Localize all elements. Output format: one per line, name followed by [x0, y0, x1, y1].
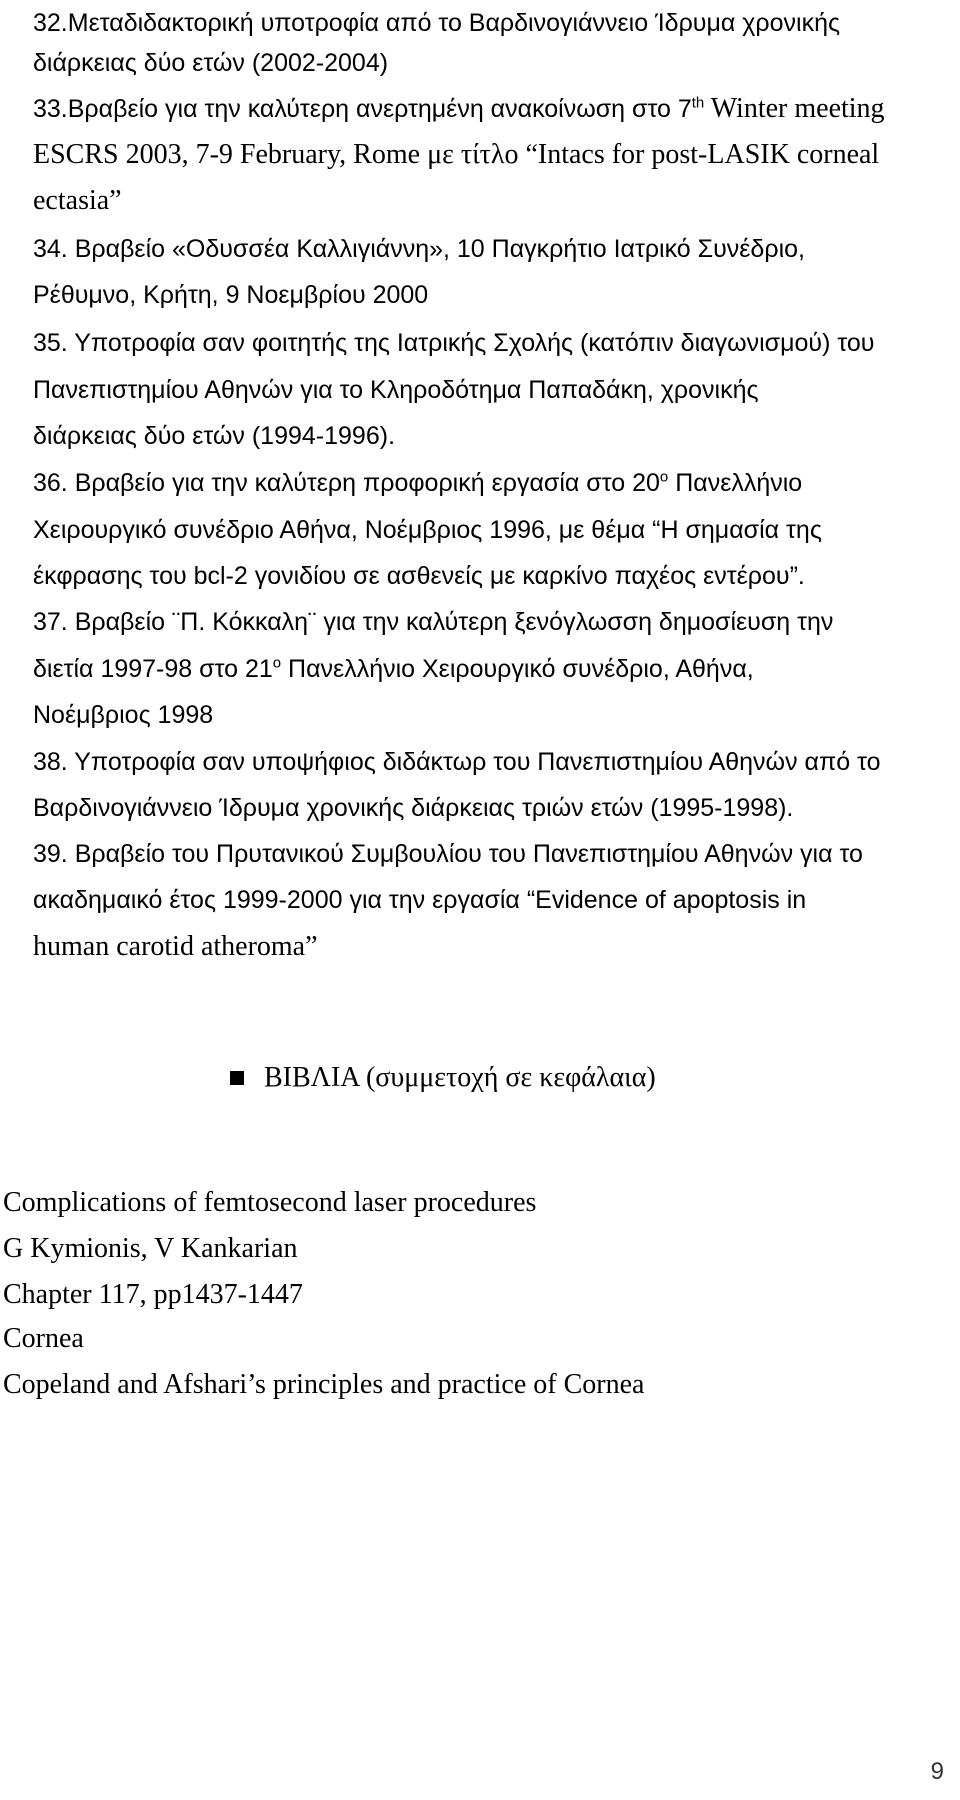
- item-36-line-1: [33, 467, 802, 499]
- chapter-pages: Chapter 117, pp1437-1447: [3, 1279, 303, 1310]
- book-title: Cornea: [3, 1323, 84, 1354]
- item-36-line-3: έκφρασης του bcl-2 γονιδίου σε ασθενείς με καρκίνο παχέος εντέρου”.: [33, 562, 805, 590]
- section-heading-books: ΒΙΒΛΙΑ (συμμετοχή σε κεφάλαια): [264, 1062, 656, 1093]
- item-38-line-1: 38. Υποτροφία σαν υποψήφιος διδάκτωρ του Πανεπιστημίου Αθηνών από το: [33, 748, 881, 776]
- item-37-superscript: ο: [272, 654, 282, 672]
- item-35-line-2: Πανεπιστημίου Αθηνών για το Κληροδότημα Παπαδάκη, χρονικής: [33, 376, 759, 404]
- item-37-text-end: Πανελλήνιο Χειρουργικό συνέδριο, Αθήνα,: [281, 655, 754, 683]
- chapter-authors: G Kymionis, V Kankarian: [3, 1233, 298, 1264]
- item-37-text: διετία 1997-98 στο 21: [33, 655, 273, 683]
- item-33-line-3: ectasia”: [33, 185, 122, 216]
- item-35-line-3: διάρκειας δύο ετών (1994-1996).: [33, 422, 396, 450]
- item-36-superscript: ο: [659, 468, 669, 486]
- item-32-line-1: 32.Μεταδιδακτορική υποτροφία από το Βαρδινογιάννειο Ίδρυμα χρονικής: [33, 9, 841, 37]
- item-37-line-1: 37. Βραβείο ¨Π. Κόκκαλη¨ για την καλύτερη ξενόγλωσση δημοσίευση την: [33, 608, 834, 636]
- item-39-line-1: 39. Βραβείο του Πρυτανικού Συμβουλίου του Πανεπιστημίου Αθηνών για το: [33, 840, 863, 868]
- item-33-line-2: ESCRS 2003, 7-9 February, Rome με τίτλο “Intacs for post-LASIK corneal: [33, 139, 880, 170]
- item-33-text: 33.Βραβείο για την καλύτερη ανερτημένη ανακοίνωση στο 7: [33, 95, 692, 123]
- item-33-line-1: [33, 93, 885, 125]
- item-38-line-2: Βαρδινογιάννειο Ίδρυμα χρονικής διάρκειας τριών ετών (1995-1998).: [33, 794, 794, 822]
- item-34-line-2: Ρέθυμνο, Κρήτη, 9 Νοεμβρίου 2000: [33, 281, 429, 309]
- item-36-line-2: Χειρουργικό συνέδριο Αθήνα, Νοέμβριος 1996, με θέμα “Η σημασία της: [33, 516, 822, 544]
- item-35-line-1: 35. Υποτροφία σαν φοιτητής της Ιατρικής Σχολής (κατόπιν διαγωνισμού) του: [33, 329, 875, 357]
- item-36-text-end: Πανελλήνιο: [668, 469, 803, 497]
- item-37-line-2: [33, 653, 754, 685]
- item-36-text: 36. Βραβείο για την καλύτερη προφορική εργασία στο 20: [33, 469, 660, 497]
- chapter-title: Complications of femtosecond laser procedures: [3, 1187, 537, 1218]
- page-number: 9: [930, 1758, 944, 1785]
- item-37-line-3: Νοέμβριος 1998: [33, 701, 214, 729]
- item-33-text-end: Winter meeting: [704, 93, 885, 124]
- item-32-line-2: διάρκειας δύο ετών (2002-2004): [33, 49, 389, 77]
- book-subtitle: Copeland and Afshari’s principles and practice of Cornea: [3, 1369, 645, 1400]
- item-34-line-1: 34. Βραβείο «Οδυσσέα Καλλιγιάννη», 10 Παγκρήτιο Ιατρικό Συνέδριο,: [33, 235, 805, 263]
- square-bullet-icon: [230, 1071, 244, 1085]
- item-33-superscript: th: [691, 94, 705, 112]
- item-39-line-2: ακαδημαικό έτος 1999-2000 για την εργασία “Evidence of apoptosis in: [33, 886, 807, 914]
- item-39-line-3: human carotid atheroma”: [33, 931, 318, 962]
